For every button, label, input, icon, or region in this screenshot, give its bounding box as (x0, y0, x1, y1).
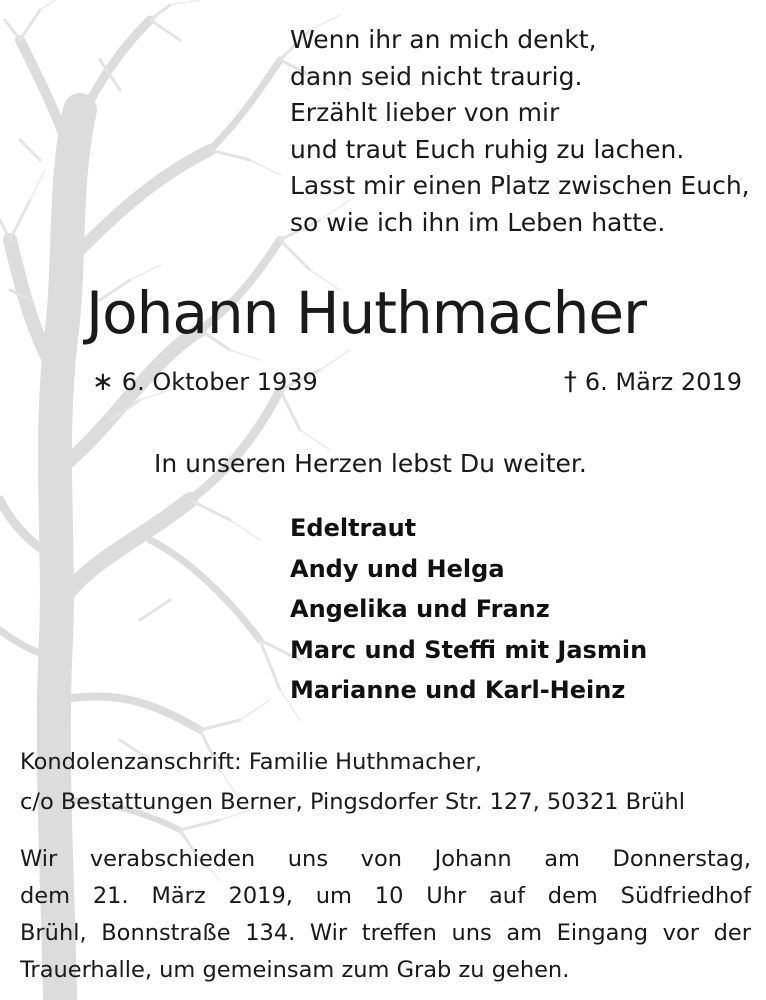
family-member: Edeltraut (290, 514, 417, 542)
birth-date: 6. Oktober 1939 (121, 368, 318, 396)
deceased-name: Johann Huthmacher (86, 279, 646, 347)
condolence-line: c/o Bestattungen Berner, Pingsdorfer Str. 127, 50321 Brühl (20, 789, 686, 815)
funeral-line: Wir verabschieden uns von Johann am Donnerstag, (20, 846, 751, 872)
condolence-address (20, 742, 755, 822)
poem-line: Erzählt lieber von mir (290, 98, 560, 127)
birth-date-block (92, 365, 318, 399)
funeral-line: Trauerhalle, um gemeinsam zum Grab zu gehen. (20, 957, 570, 983)
funeral-line: dem 21. März 2019, um 10 Uhr auf dem Südfriedhof (20, 883, 751, 909)
poem-line: so wie ich ihn im Leben hatte. (290, 207, 666, 237)
family-member: Marianne und Karl-Heinz (290, 676, 626, 704)
tagline: In unseren Herzen lebst Du weiter. (154, 449, 587, 478)
family-member: Angelika und Franz (290, 595, 550, 623)
family-member: Marc und Steffi mit Jasmin (290, 635, 648, 664)
death-date-block (564, 365, 742, 399)
funeral-details (20, 841, 751, 989)
poem (290, 22, 750, 241)
death-cross-icon: † (563, 367, 577, 397)
poem-line: Lasst mir einen Platz zwischen Euch, (290, 171, 750, 200)
condolence-line: Kondolenzanschrift: Familie Huthmacher, (20, 749, 483, 775)
poem-line: Wenn ihr an mich denkt, (290, 25, 597, 54)
poem-line: dann seid nicht traurig. (290, 61, 583, 91)
funeral-line: Brühl, Bonnstraße 134. Wir treffen uns am Eingang vor der (20, 920, 751, 946)
family-list (290, 508, 750, 711)
birth-star-icon: ∗ (92, 367, 114, 397)
death-date: 6. März 2019 (584, 368, 742, 396)
poem-line: und traut Euch ruhig zu lachen. (290, 134, 685, 164)
family-member: Andy und Helga (290, 554, 505, 583)
